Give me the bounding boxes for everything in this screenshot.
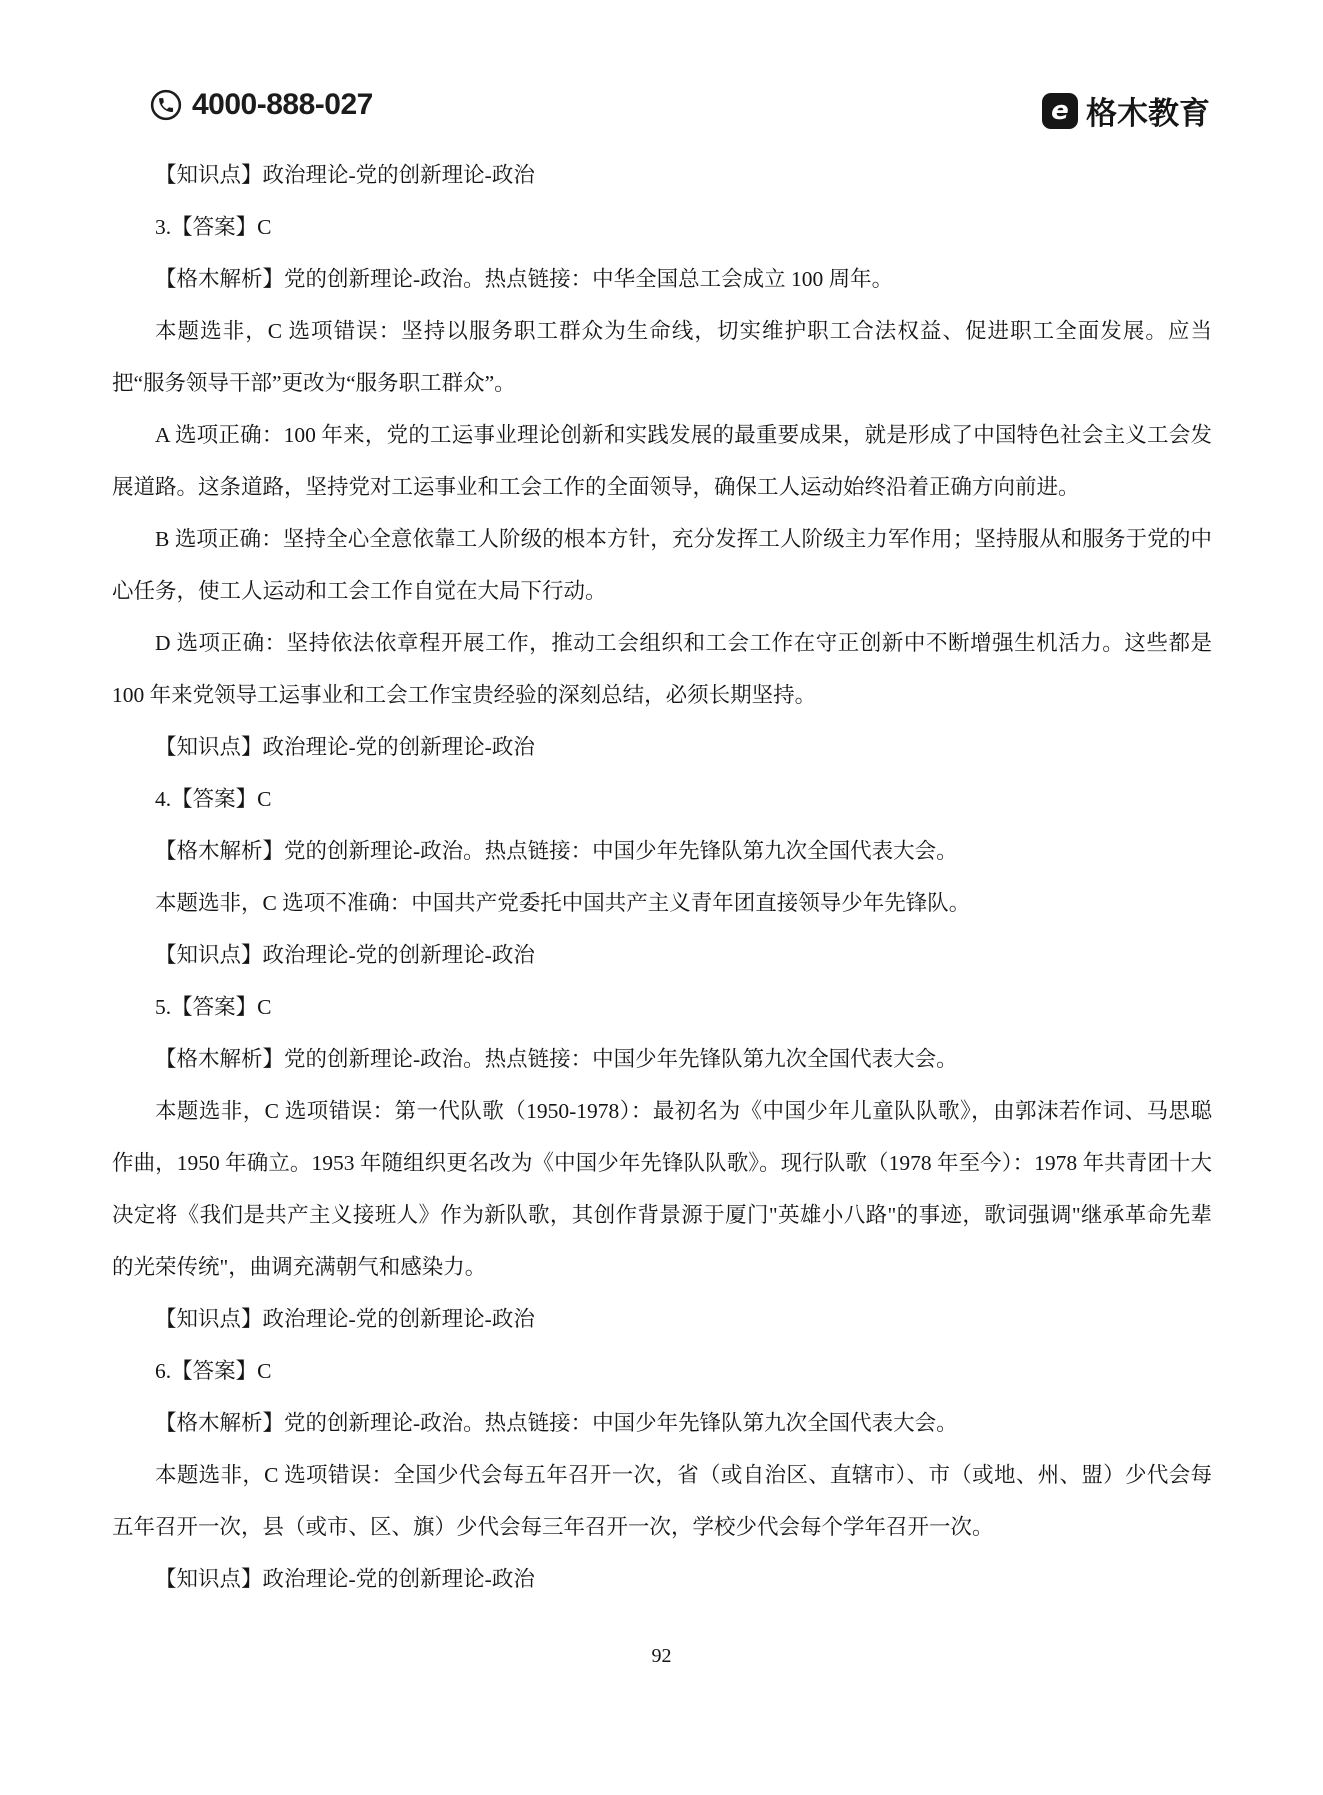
paragraph-analysis-5: 【格木解析】党的创新理论-政治。热点链接：中国少年先锋队第九次全国代表大会。	[155, 1047, 958, 1071]
paragraph-option-d-3: D 选项正确：坚持依法依章程开展工作，推动工会组织和工会工作在守正创新中不断增强生机活力。这些都是 100 年来党领导工运事业和工会工作宝贵经验的深刻总结，必须长期坚持。	[112, 631, 1212, 707]
brand-logo-icon: e	[1042, 93, 1078, 129]
document-body	[112, 149, 1212, 1605]
paragraph-answer-5: 5.【答案】C	[155, 995, 272, 1019]
brand-name: 格木教育	[1086, 96, 1210, 131]
page-number: 92	[651, 1645, 672, 1667]
header-phone-block	[150, 88, 373, 122]
paragraph-option-a-3: A 选项正确：100 年来，党的工运事业理论创新和实践发展的最重要成果，就是形成了中国特色社会主义工会发展道路。这条道路，坚持党对工运事业和工会工作的全面领导，确保工人运动始终沿着正确方向前进。	[112, 423, 1212, 499]
paragraph-option-c-3: 本题选非，C 选项错误：坚持以服务职工群众为生命线，切实维护职工合法权益、促进职工全面发展。应当把“服务领导干部”更改为“服务职工群众”。	[112, 319, 1212, 395]
paragraph-answer-4: 4.【答案】C	[155, 787, 272, 811]
paragraph-answer-6: 6.【答案】C	[155, 1359, 272, 1383]
paragraph-knowledge-point: 【知识点】政治理论-党的创新理论-政治	[155, 163, 535, 187]
paragraph-knowledge-point: 【知识点】政治理论-党的创新理论-政治	[155, 735, 535, 759]
header-phone-number: 4000-888-027	[192, 88, 373, 121]
paragraph-option-c-6: 本题选非，C 选项错误：全国少代会每五年召开一次，省（或自治区、直辖市）、市（或地、州、盟）少代会每五年召开一次，县（或市、区、旗）少代会每三年召开一次，学校少代会每个学年召开一次。	[112, 1463, 1212, 1539]
paragraph-analysis-6: 【格木解析】党的创新理论-政治。热点链接：中国少年先锋队第九次全国代表大会。	[155, 1411, 958, 1435]
paragraph-option-c-5: 本题选非，C 选项错误：第一代队歌（1950-1978）：最初名为《中国少年儿童队队歌》，由郭沫若作词、马思聪作曲，1950 年确立。1953 年随组织更名改为《中国少年先锋队队歌》。现行队歌（1978 年至今）：1978 年共青团十大决定将《我们是共产主义接班人》作为新队歌，其创作背景源于厦门"英雄小八路"的事迹，歌词强调"继承革命先辈的光荣传统"，曲调充满朝气和感染力。	[112, 1099, 1212, 1279]
paragraph-knowledge-point: 【知识点】政治理论-党的创新理论-政治	[155, 1307, 535, 1331]
header-brand-block	[1042, 88, 1210, 133]
paragraph-knowledge-point: 【知识点】政治理论-党的创新理论-政治	[155, 1567, 535, 1591]
paragraph-option-b-3: B 选项正确：坚持全心全意依靠工人阶级的根本方针，充分发挥工人阶级主力军作用；坚持服从和服务于党的中心任务，使工人运动和工会工作自觉在大局下行动。	[112, 527, 1212, 603]
phone-icon	[150, 89, 182, 121]
paragraph-analysis-3: 【格木解析】党的创新理论-政治。热点链接：中华全国总工会成立 100 周年。	[155, 267, 894, 291]
paragraph-answer-3: 3.【答案】C	[155, 215, 272, 239]
paragraph-knowledge-point: 【知识点】政治理论-党的创新理论-政治	[155, 943, 535, 967]
paragraph-option-c-4: 本题选非，C 选项不准确：中国共产党委托中国共产主义青年团直接领导少年先锋队。	[155, 891, 971, 915]
paragraph-analysis-4: 【格木解析】党的创新理论-政治。热点链接：中国少年先锋队第九次全国代表大会。	[155, 839, 958, 863]
